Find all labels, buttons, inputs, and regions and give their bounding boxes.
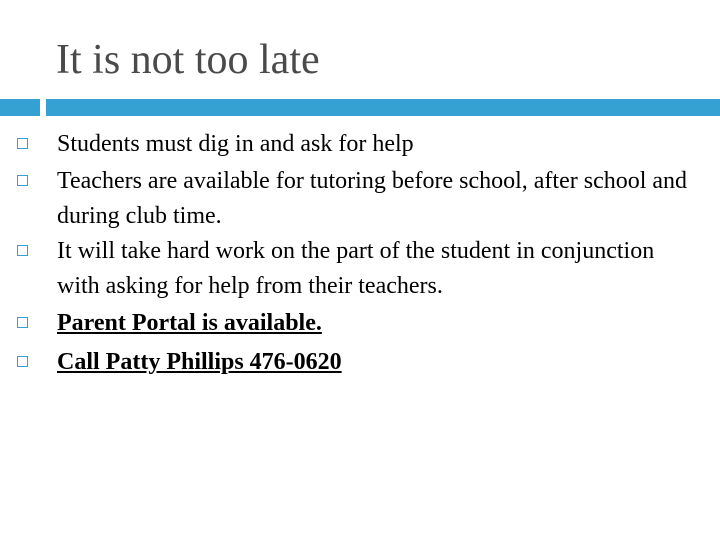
- title-accent-bar-left: [0, 99, 40, 116]
- title-accent-bar-right: [46, 99, 720, 116]
- bullet-text: Teachers are available for tutoring before school, after school and during club time.: [57, 168, 688, 229]
- square-bullet-icon: [17, 175, 28, 186]
- square-bullet-icon: [17, 245, 28, 256]
- slide-title: It is not too late: [56, 37, 320, 83]
- bullet-text: Students must dig in and ask for help: [57, 131, 414, 157]
- bullet-item-call-patty: [0, 343, 720, 382]
- bullet-text: Call Patty Phillips 476-0620: [57, 349, 342, 375]
- square-bullet-icon: [17, 138, 28, 149]
- square-bullet-icon: [17, 317, 28, 328]
- bullet-text: Parent Portal is available.: [57, 310, 322, 336]
- bullet-item-hard-work: [0, 234, 720, 304]
- bullet-list: [0, 125, 720, 382]
- bullet-item-ask-for-help: [0, 125, 720, 164]
- bullet-item-parent-portal: [0, 304, 720, 343]
- bullet-text: It will take hard work on the part of the student in conjunction with asking for help from their teachers.: [57, 238, 655, 299]
- bullet-item-tutoring: [0, 164, 720, 234]
- square-bullet-icon: [17, 356, 28, 367]
